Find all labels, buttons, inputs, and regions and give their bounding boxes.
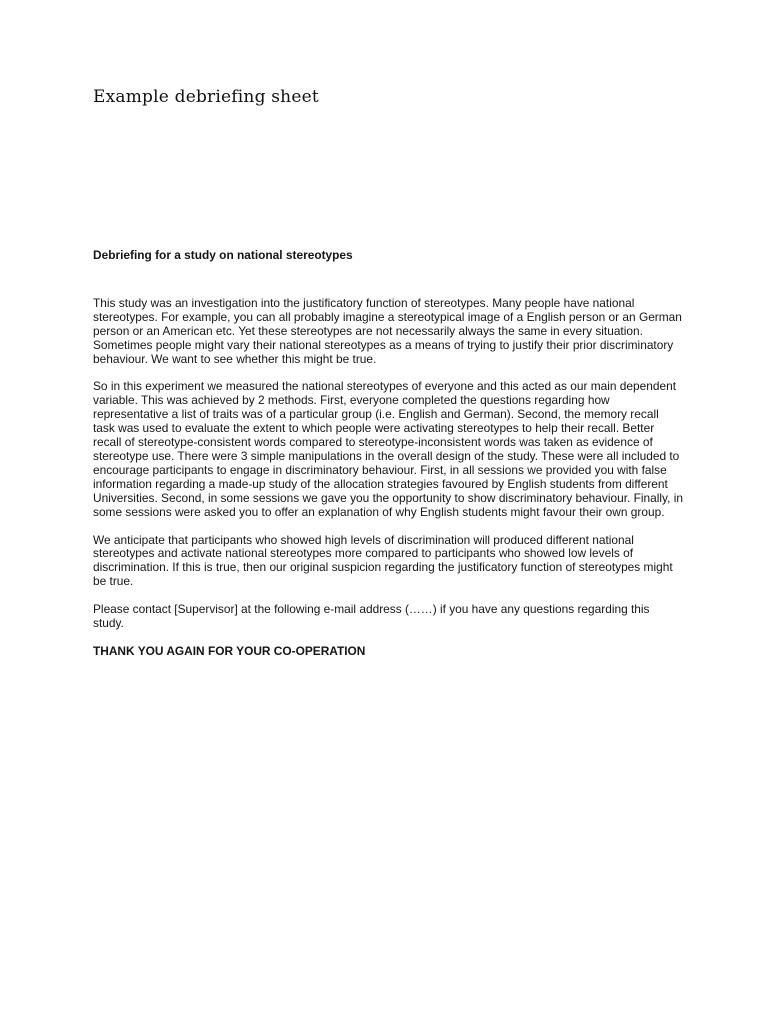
paragraph-hypothesis: We anticipate that participants who showed high levels of discrimination will produced different national stereotypes and activate national stereotypes more compared to participants who showed low levels of discrimination. If this is true, then our original suspicion regarding the justificatory function of stereotypes might be true. xyxy=(93,532,673,589)
paragraph-methods: So in this experiment we measured the national stereotypes of everyone and this acted as our main dependent variable. This was achieved by 2 methods. First, everyone completed the questions regarding how representative a list of traits was of a particular group (i.e. English and German). Second, the memory recall task was used to evaluate the extent to which people were activating stereotypes to help their recall. Better recall of stereotype-consistent words compared to stereotype-inconsistent words was taken as evidence of stereotype use. There were 3 simple manipulations in the overall design of the study. These were all included to encourage participants to engage in discriminatory behaviour. First, in all sessions we provided you with false information regarding a made-up study of the allocation strategies favoured by English students from different Universities. Second, in some sessions we gave you the opportunity to show discriminatory behaviour. Finally, in some sessions were asked you to offer an explanation of why English students might favour their own group. xyxy=(93,379,683,519)
paragraph-contact: Please contact [Supervisor] at the following e-mail address (……) if you have any questions regarding this study. xyxy=(93,602,650,631)
document-title: Example debriefing sheet xyxy=(93,87,319,107)
closing-statement: THANK YOU AGAIN FOR YOUR CO-OPERATION xyxy=(93,643,366,658)
paragraph-introduction: This study was an investigation into the justificatory function of stereotypes. Many people have national stereotypes. For example, you can all probably imagine a stereotypical image of a English person or an German person or an American etc. Yet these stereotypes are not necessarily always the same in every situation. Sometimes people might vary their national stereotypes as a means of trying to justify their prior discriminatory behaviour. We want to see whether this might be true. xyxy=(93,295,682,366)
document-body xyxy=(93,249,683,659)
section-heading: Debriefing for a study on national stereotypes xyxy=(93,248,353,262)
